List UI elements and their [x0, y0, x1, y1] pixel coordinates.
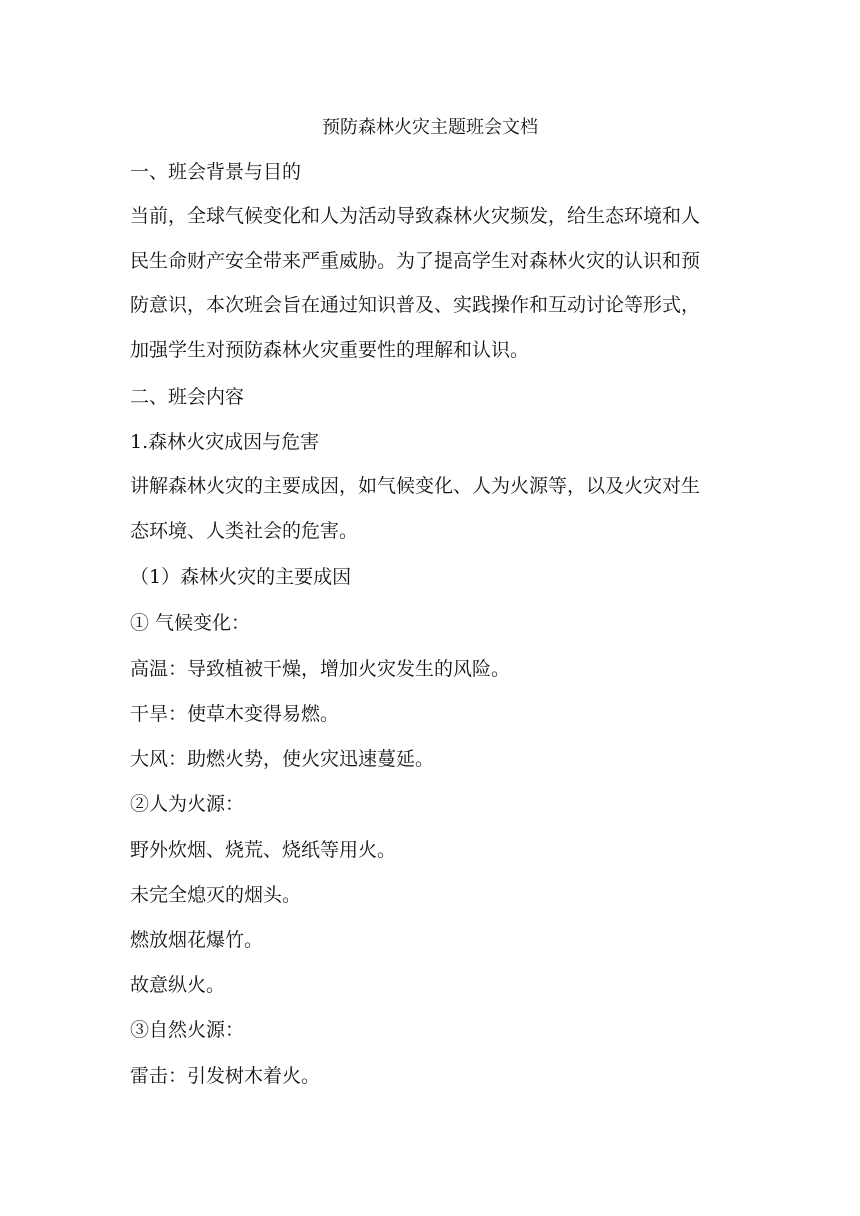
list-item: 干旱：使草木变得易燃。: [130, 703, 340, 725]
section-heading-content: 二、班会内容: [130, 386, 245, 408]
paragraph-line: 加强学生对预防森林火灾重要性的理解和认识。: [130, 338, 530, 361]
subsection-heading-causes-harms: 1.森林火灾成因与危害: [130, 431, 320, 453]
list-item: 高温：导致植被干燥，增加火灾发生的风险。: [130, 658, 511, 680]
paragraph-line: 民生命财产安全带来严重威胁。为了提高学生对森林火灾的认识和预: [130, 249, 701, 272]
list-item: 燃放烟花爆竹。: [130, 929, 264, 951]
list-item: 未完全熄灭的烟头。: [130, 884, 302, 906]
paragraph-line: 防意识，本次班会旨在通过知识普及、实践操作和互动讨论等形式，: [130, 294, 701, 316]
list-item: 雷击：引发树木着火。: [130, 1065, 321, 1087]
background-paragraph: [130, 194, 730, 372]
paragraph-line: 当前，全球气候变化和人为活动导致森林火灾频发，给生态环境和人: [130, 205, 701, 227]
document-title: 预防森林火灾主题班会文档: [322, 117, 538, 138]
list-item: 故意纵火。: [130, 974, 226, 996]
list-item: 大风：助燃火势，使火灾迅速蔓延。: [130, 748, 435, 770]
causes-heading: （1）森林火灾的主要成因: [130, 566, 352, 588]
climate-heading: ① 气候变化：: [130, 612, 251, 634]
natural-heading: ③自然火源：: [130, 1019, 245, 1041]
list-item: 野外炊烟、烧荒、烧纸等用火。: [130, 839, 397, 861]
human-heading: ②人为火源：: [130, 793, 245, 815]
section-heading-background: 一、班会背景与目的: [130, 161, 302, 183]
paragraph-line: 态环境、人类社会的危害。: [130, 519, 359, 542]
paragraph-line: 讲解森林火灾的主要成因，如气候变化、人为火源等，以及火灾对生: [130, 475, 701, 497]
causes-harms-paragraph: [130, 464, 730, 553]
